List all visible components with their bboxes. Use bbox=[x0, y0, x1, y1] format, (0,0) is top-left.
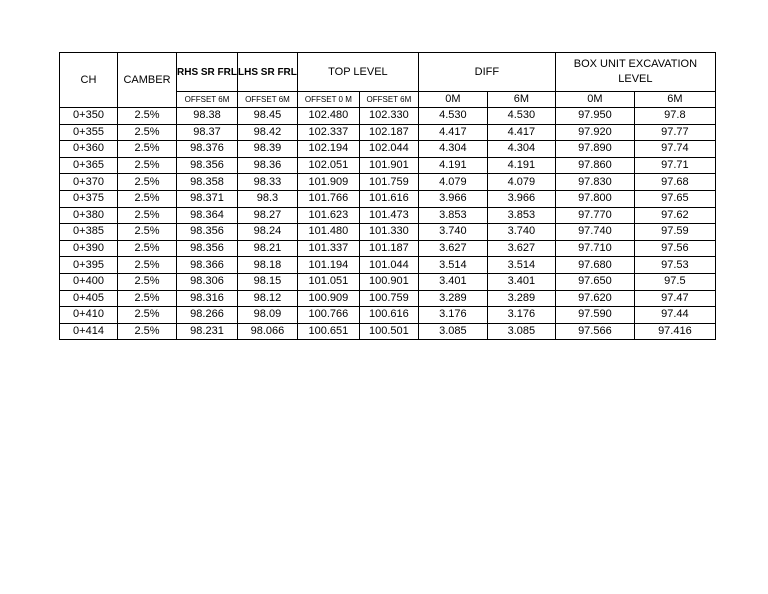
subheader-rhs-offset: OFFSET 6M bbox=[177, 92, 238, 108]
cell-top-level-0m: 100.909 bbox=[297, 290, 359, 307]
table-row bbox=[60, 124, 716, 141]
cell-lhs-sr-frl: 98.24 bbox=[238, 224, 298, 241]
cell-ch: 0+360 bbox=[60, 141, 118, 158]
cell-rhs-sr-frl: 98.371 bbox=[177, 190, 238, 207]
cell-camber: 2.5% bbox=[118, 307, 177, 324]
cell-top-level-0m: 100.651 bbox=[297, 323, 359, 340]
cell-ch: 0+414 bbox=[60, 323, 118, 340]
cell-box-level-0m: 97.860 bbox=[555, 157, 634, 174]
table-row bbox=[60, 190, 716, 207]
cell-diff-6m: 3.176 bbox=[487, 307, 555, 324]
cell-box-level-0m: 97.890 bbox=[555, 141, 634, 158]
cell-camber: 2.5% bbox=[118, 141, 177, 158]
cell-box-level-6m: 97.62 bbox=[634, 207, 715, 224]
cell-top-level-0m: 101.051 bbox=[297, 273, 359, 290]
table-row bbox=[60, 174, 716, 191]
subheader-box-6m: 6M bbox=[634, 92, 715, 108]
header-lhs-sr-frl: LHS SR FRL bbox=[238, 53, 298, 92]
cell-ch: 0+355 bbox=[60, 124, 118, 141]
cell-rhs-sr-frl: 98.366 bbox=[177, 257, 238, 274]
cell-box-level-6m: 97.53 bbox=[634, 257, 715, 274]
cell-camber: 2.5% bbox=[118, 240, 177, 257]
header-box-unit-excavation-level: BOX UNIT EXCAVATION LEVEL bbox=[555, 53, 715, 92]
table-row bbox=[60, 240, 716, 257]
cell-box-level-6m: 97.77 bbox=[634, 124, 715, 141]
cell-top-level-6m: 102.187 bbox=[359, 124, 418, 141]
cell-top-level-0m: 101.909 bbox=[297, 174, 359, 191]
cell-box-level-6m: 97.74 bbox=[634, 141, 715, 158]
cell-box-level-0m: 97.770 bbox=[555, 207, 634, 224]
table-row bbox=[60, 207, 716, 224]
cell-top-level-6m: 101.187 bbox=[359, 240, 418, 257]
cell-lhs-sr-frl: 98.3 bbox=[238, 190, 298, 207]
subheader-diff-6m: 6M bbox=[487, 92, 555, 108]
cell-top-level-6m: 101.616 bbox=[359, 190, 418, 207]
cell-box-level-0m: 97.950 bbox=[555, 108, 634, 125]
cell-camber: 2.5% bbox=[118, 124, 177, 141]
cell-top-level-6m: 100.759 bbox=[359, 290, 418, 307]
cell-camber: 2.5% bbox=[118, 323, 177, 340]
cell-rhs-sr-frl: 98.356 bbox=[177, 224, 238, 241]
cell-lhs-sr-frl: 98.18 bbox=[238, 257, 298, 274]
cell-camber: 2.5% bbox=[118, 224, 177, 241]
cell-rhs-sr-frl: 98.376 bbox=[177, 141, 238, 158]
cell-box-level-6m: 97.65 bbox=[634, 190, 715, 207]
cell-diff-6m: 3.740 bbox=[487, 224, 555, 241]
header-camber: CAMBER bbox=[118, 53, 177, 108]
table-row bbox=[60, 108, 716, 125]
table-row bbox=[60, 323, 716, 340]
subheader-top-offset-6: OFFSET 6M bbox=[359, 92, 418, 108]
subheader-top-offset-0: OFFSET 0 M bbox=[297, 92, 359, 108]
cell-diff-0m: 3.514 bbox=[418, 257, 487, 274]
header-diff: DIFF bbox=[418, 53, 555, 92]
cell-ch: 0+365 bbox=[60, 157, 118, 174]
cell-diff-0m: 4.304 bbox=[418, 141, 487, 158]
cell-diff-6m: 4.417 bbox=[487, 124, 555, 141]
cell-ch: 0+370 bbox=[60, 174, 118, 191]
cell-lhs-sr-frl: 98.21 bbox=[238, 240, 298, 257]
cell-diff-0m: 3.401 bbox=[418, 273, 487, 290]
cell-diff-0m: 4.191 bbox=[418, 157, 487, 174]
cell-rhs-sr-frl: 98.266 bbox=[177, 307, 238, 324]
cell-top-level-6m: 102.044 bbox=[359, 141, 418, 158]
cell-lhs-sr-frl: 98.09 bbox=[238, 307, 298, 324]
header-row bbox=[60, 53, 716, 92]
cell-diff-0m: 3.627 bbox=[418, 240, 487, 257]
cell-box-level-6m: 97.5 bbox=[634, 273, 715, 290]
subheader-lhs-offset: OFFSET 6M bbox=[238, 92, 298, 108]
cell-box-level-0m: 97.566 bbox=[555, 323, 634, 340]
cell-box-level-0m: 97.710 bbox=[555, 240, 634, 257]
cell-top-level-6m: 100.616 bbox=[359, 307, 418, 324]
cell-diff-6m: 4.079 bbox=[487, 174, 555, 191]
cell-lhs-sr-frl: 98.066 bbox=[238, 323, 298, 340]
cell-lhs-sr-frl: 98.45 bbox=[238, 108, 298, 125]
cell-box-level-0m: 97.680 bbox=[555, 257, 634, 274]
cell-top-level-0m: 102.337 bbox=[297, 124, 359, 141]
cell-rhs-sr-frl: 98.356 bbox=[177, 240, 238, 257]
cell-ch: 0+395 bbox=[60, 257, 118, 274]
cell-diff-6m: 3.085 bbox=[487, 323, 555, 340]
cell-ch: 0+385 bbox=[60, 224, 118, 241]
cell-box-level-0m: 97.800 bbox=[555, 190, 634, 207]
table-row bbox=[60, 224, 716, 241]
cell-lhs-sr-frl: 98.33 bbox=[238, 174, 298, 191]
cell-diff-0m: 3.740 bbox=[418, 224, 487, 241]
table-row bbox=[60, 157, 716, 174]
cell-camber: 2.5% bbox=[118, 273, 177, 290]
cell-diff-6m: 3.627 bbox=[487, 240, 555, 257]
cell-camber: 2.5% bbox=[118, 157, 177, 174]
cell-top-level-6m: 101.473 bbox=[359, 207, 418, 224]
cell-diff-6m: 3.853 bbox=[487, 207, 555, 224]
cell-diff-6m: 4.304 bbox=[487, 141, 555, 158]
table-row bbox=[60, 290, 716, 307]
cell-camber: 2.5% bbox=[118, 190, 177, 207]
cell-camber: 2.5% bbox=[118, 207, 177, 224]
levels-table bbox=[59, 52, 716, 340]
cell-diff-6m: 4.191 bbox=[487, 157, 555, 174]
cell-box-level-0m: 97.740 bbox=[555, 224, 634, 241]
cell-box-level-6m: 97.56 bbox=[634, 240, 715, 257]
cell-ch: 0+380 bbox=[60, 207, 118, 224]
cell-camber: 2.5% bbox=[118, 108, 177, 125]
cell-rhs-sr-frl: 98.364 bbox=[177, 207, 238, 224]
cell-lhs-sr-frl: 98.27 bbox=[238, 207, 298, 224]
cell-diff-0m: 3.966 bbox=[418, 190, 487, 207]
cell-lhs-sr-frl: 98.42 bbox=[238, 124, 298, 141]
cell-top-level-6m: 101.330 bbox=[359, 224, 418, 241]
cell-top-level-0m: 100.766 bbox=[297, 307, 359, 324]
header-ch: CH bbox=[60, 53, 118, 108]
cell-top-level-6m: 101.901 bbox=[359, 157, 418, 174]
cell-box-level-0m: 97.590 bbox=[555, 307, 634, 324]
cell-box-level-6m: 97.68 bbox=[634, 174, 715, 191]
cell-lhs-sr-frl: 98.39 bbox=[238, 141, 298, 158]
cell-rhs-sr-frl: 98.231 bbox=[177, 323, 238, 340]
cell-top-level-0m: 101.480 bbox=[297, 224, 359, 241]
cell-diff-6m: 3.401 bbox=[487, 273, 555, 290]
cell-top-level-6m: 101.759 bbox=[359, 174, 418, 191]
cell-camber: 2.5% bbox=[118, 257, 177, 274]
cell-top-level-0m: 102.194 bbox=[297, 141, 359, 158]
cell-top-level-6m: 100.501 bbox=[359, 323, 418, 340]
cell-diff-0m: 3.853 bbox=[418, 207, 487, 224]
cell-diff-0m: 3.085 bbox=[418, 323, 487, 340]
header-rhs-sr-frl: RHS SR FRL bbox=[177, 53, 238, 92]
cell-lhs-sr-frl: 98.36 bbox=[238, 157, 298, 174]
table-row bbox=[60, 257, 716, 274]
cell-ch: 0+375 bbox=[60, 190, 118, 207]
cell-box-level-6m: 97.59 bbox=[634, 224, 715, 241]
cell-camber: 2.5% bbox=[118, 174, 177, 191]
subheader-diff-0m: 0M bbox=[418, 92, 487, 108]
cell-rhs-sr-frl: 98.37 bbox=[177, 124, 238, 141]
cell-diff-0m: 3.289 bbox=[418, 290, 487, 307]
cell-top-level-0m: 101.766 bbox=[297, 190, 359, 207]
cell-box-level-0m: 97.620 bbox=[555, 290, 634, 307]
cell-top-level-0m: 102.051 bbox=[297, 157, 359, 174]
table-row bbox=[60, 307, 716, 324]
cell-rhs-sr-frl: 98.316 bbox=[177, 290, 238, 307]
cell-box-level-0m: 97.650 bbox=[555, 273, 634, 290]
cell-ch: 0+405 bbox=[60, 290, 118, 307]
cell-lhs-sr-frl: 98.15 bbox=[238, 273, 298, 290]
cell-rhs-sr-frl: 98.358 bbox=[177, 174, 238, 191]
cell-diff-6m: 3.514 bbox=[487, 257, 555, 274]
cell-diff-0m: 4.530 bbox=[418, 108, 487, 125]
cell-box-level-6m: 97.47 bbox=[634, 290, 715, 307]
cell-top-level-6m: 101.044 bbox=[359, 257, 418, 274]
cell-top-level-0m: 101.623 bbox=[297, 207, 359, 224]
cell-top-level-6m: 100.901 bbox=[359, 273, 418, 290]
header-top-level: TOP LEVEL bbox=[297, 53, 418, 92]
cell-top-level-0m: 101.337 bbox=[297, 240, 359, 257]
cell-box-level-6m: 97.8 bbox=[634, 108, 715, 125]
cell-top-level-6m: 102.330 bbox=[359, 108, 418, 125]
cell-box-level-0m: 97.830 bbox=[555, 174, 634, 191]
table-row bbox=[60, 141, 716, 158]
cell-top-level-0m: 101.194 bbox=[297, 257, 359, 274]
cell-rhs-sr-frl: 98.38 bbox=[177, 108, 238, 125]
cell-box-level-0m: 97.920 bbox=[555, 124, 634, 141]
cell-rhs-sr-frl: 98.306 bbox=[177, 273, 238, 290]
cell-diff-0m: 4.079 bbox=[418, 174, 487, 191]
cell-camber: 2.5% bbox=[118, 290, 177, 307]
cell-diff-6m: 4.530 bbox=[487, 108, 555, 125]
cell-top-level-0m: 102.480 bbox=[297, 108, 359, 125]
cell-diff-0m: 4.417 bbox=[418, 124, 487, 141]
cell-lhs-sr-frl: 98.12 bbox=[238, 290, 298, 307]
cell-diff-0m: 3.176 bbox=[418, 307, 487, 324]
cell-box-level-6m: 97.416 bbox=[634, 323, 715, 340]
cell-ch: 0+350 bbox=[60, 108, 118, 125]
cell-box-level-6m: 97.44 bbox=[634, 307, 715, 324]
cell-box-level-6m: 97.71 bbox=[634, 157, 715, 174]
table-row bbox=[60, 273, 716, 290]
cell-diff-6m: 3.289 bbox=[487, 290, 555, 307]
subheader-box-0m: 0M bbox=[555, 92, 634, 108]
cell-rhs-sr-frl: 98.356 bbox=[177, 157, 238, 174]
cell-ch: 0+390 bbox=[60, 240, 118, 257]
cell-diff-6m: 3.966 bbox=[487, 190, 555, 207]
cell-ch: 0+410 bbox=[60, 307, 118, 324]
cell-ch: 0+400 bbox=[60, 273, 118, 290]
